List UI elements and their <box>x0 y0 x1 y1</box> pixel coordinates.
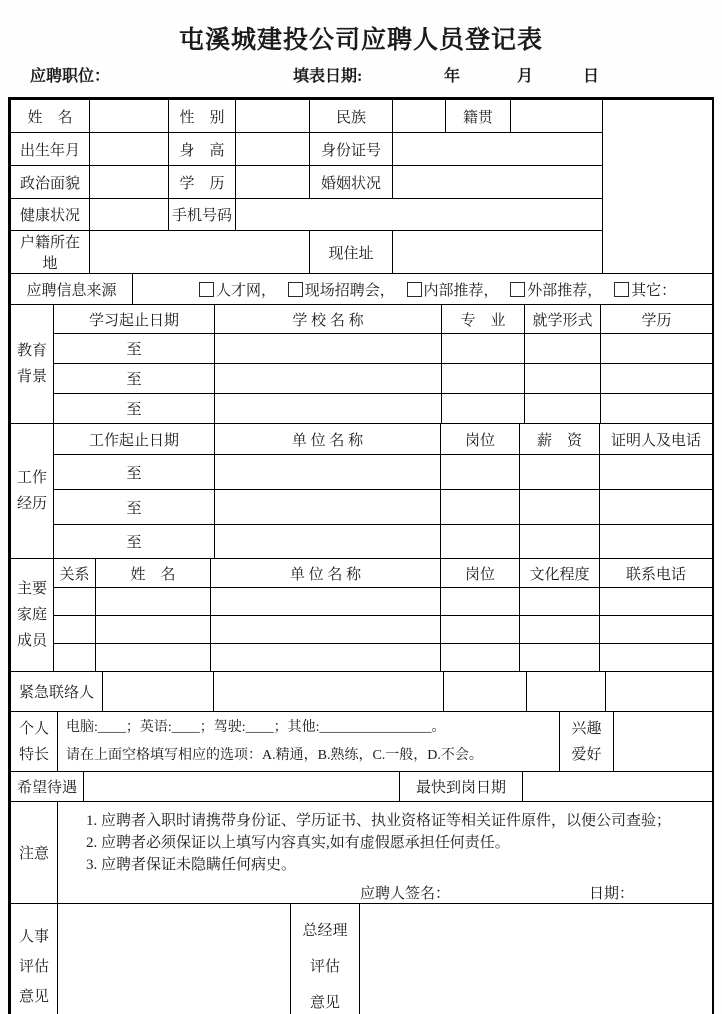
expectation-section <box>10 771 713 802</box>
family-phone-field[interactable] <box>600 644 713 672</box>
family-name-header: 姓 名 <box>96 559 211 588</box>
source-option <box>614 283 676 299</box>
mobile-field[interactable] <box>236 199 603 231</box>
health-field[interactable] <box>90 199 169 231</box>
family-name-field[interactable] <box>96 588 211 616</box>
family-education-field[interactable] <box>520 588 600 616</box>
edu-mode-field[interactable] <box>525 364 601 394</box>
source-option-label: 其它： <box>631 282 677 299</box>
id-number-field[interactable] <box>393 133 603 166</box>
family-post-field[interactable] <box>441 644 520 672</box>
emergency-post-field[interactable] <box>444 672 527 712</box>
signature-row <box>60 882 710 903</box>
source-option-label: 外部推荐， <box>527 282 603 299</box>
work-post-field[interactable] <box>441 490 520 525</box>
family-post-header: 岗位 <box>441 559 520 588</box>
family-education-header: 文化程度 <box>520 559 600 588</box>
hobby-field[interactable] <box>614 712 713 772</box>
gm-evaluation-label: 总经理 评估 意见 <box>291 904 360 1014</box>
edu-degree-header: 学历 <box>601 305 713 334</box>
ethnicity-field[interactable] <box>393 100 446 133</box>
specialty-line-1: 电脑:____；英语:____；驾驶:____；其他:________________。 <box>66 719 446 735</box>
degree-label: 学 历 <box>169 166 236 199</box>
gender-label: 性 别 <box>169 100 236 133</box>
work-company-field[interactable] <box>215 455 441 490</box>
mobile-label: 手机号码 <box>169 199 236 231</box>
checkbox-icon[interactable] <box>510 282 525 297</box>
edu-major-header: 专 业 <box>442 305 525 334</box>
work-salary-header: 薪 资 <box>520 424 600 455</box>
edu-school-field[interactable] <box>215 364 442 394</box>
emergency-section <box>10 671 713 712</box>
work-reference-field[interactable] <box>600 490 713 525</box>
fill-date-label: 填表日期: <box>293 68 363 85</box>
specialty-content-cell[interactable] <box>58 712 560 772</box>
source-option <box>510 283 602 299</box>
edu-dates-header: 学习起止日期 <box>54 305 215 334</box>
native-place-field[interactable] <box>511 100 603 133</box>
education-section-label: 教育 背景 <box>11 305 54 424</box>
source-option-label: 内部推荐， <box>423 282 499 299</box>
household-field[interactable] <box>90 231 310 274</box>
specialty-line-2: 请在上面空格填写相应的选项：A.精通，B.熟练，C.一般，D.不会。 <box>66 747 483 763</box>
photo-cell <box>603 100 713 274</box>
position-label: 应聘职位： <box>30 68 111 85</box>
start-date-field[interactable] <box>523 772 713 802</box>
checkbox-icon[interactable] <box>614 282 629 297</box>
checkbox-icon[interactable] <box>199 282 214 297</box>
notice-section <box>10 801 713 904</box>
expected-salary-label: 希望待遇 <box>11 772 84 802</box>
form-header-row <box>0 63 722 89</box>
edu-dates-field[interactable]: 至 <box>54 394 215 424</box>
work-dates-field[interactable]: 至 <box>54 525 215 559</box>
source-option <box>199 283 276 299</box>
edu-degree-field[interactable] <box>601 394 713 424</box>
family-relation-field[interactable] <box>54 644 96 672</box>
checkbox-icon[interactable] <box>288 282 303 297</box>
family-relation-header: 关系 <box>54 559 96 588</box>
address-field[interactable] <box>393 231 603 274</box>
degree-field[interactable] <box>236 166 310 199</box>
marital-status-label: 婚姻状况 <box>310 166 393 199</box>
source-section <box>10 273 713 305</box>
emergency-contact-label: 紧急联络人 <box>11 672 103 712</box>
household-label: 户籍所在地 <box>11 231 90 274</box>
family-name-field[interactable] <box>96 616 211 644</box>
family-company-field[interactable] <box>211 644 441 672</box>
edu-mode-header: 就学形式 <box>525 305 601 334</box>
family-name-field[interactable] <box>96 644 211 672</box>
notice-content-cell <box>58 802 713 904</box>
source-option <box>407 283 499 299</box>
source-option-label: 人才网， <box>216 282 277 299</box>
work-salary-field[interactable] <box>520 525 600 559</box>
edu-degree-field[interactable] <box>601 364 713 394</box>
gender-field[interactable] <box>236 100 310 133</box>
source-option-label: 现场招聘会， <box>304 282 395 299</box>
notice-line-2: 2. 应聘者必须保证以上填写内容真实,如有虚假愿承担任何责任。 <box>86 835 510 851</box>
signature-date-label: 日期： <box>588 886 634 902</box>
family-education-field[interactable] <box>520 616 600 644</box>
political-status-label: 政治面貌 <box>11 166 90 199</box>
notice-label: 注意 <box>11 802 58 904</box>
emergency-company-field[interactable] <box>214 672 444 712</box>
edu-degree-field[interactable] <box>601 334 713 364</box>
health-label: 健康状况 <box>11 199 90 231</box>
gm-evaluation-field[interactable] <box>360 904 713 1014</box>
edu-dates-field[interactable]: 至 <box>54 364 215 394</box>
work-company-field[interactable] <box>215 490 441 525</box>
year-label: 年 <box>444 68 461 85</box>
native-place-label: 籍贯 <box>446 100 511 133</box>
id-number-label: 身份证号 <box>310 133 393 166</box>
personal-info-section <box>10 99 713 274</box>
work-reference-header: 证明人及电话 <box>600 424 713 455</box>
family-post-field[interactable] <box>441 588 520 616</box>
edu-major-field[interactable] <box>442 394 525 424</box>
ethnicity-label: 民族 <box>310 100 393 133</box>
work-reference-field[interactable] <box>600 525 713 559</box>
family-post-field[interactable] <box>441 616 520 644</box>
edu-major-field[interactable] <box>442 364 525 394</box>
birth-label: 出生年月 <box>11 133 90 166</box>
emergency-education-field[interactable] <box>527 672 606 712</box>
checkbox-icon[interactable] <box>407 282 422 297</box>
work-dates-field[interactable]: 至 <box>54 455 215 490</box>
emergency-name-field[interactable] <box>103 672 214 712</box>
source-option <box>288 283 395 299</box>
hr-evaluation-label: 人事 评估 意见 <box>11 904 58 1014</box>
edu-school-field[interactable] <box>215 334 442 364</box>
day-label: 日 <box>583 68 600 85</box>
work-company-header: 单 位 名 称 <box>215 424 441 455</box>
work-company-field[interactable] <box>215 525 441 559</box>
source-label: 应聘信息来源 <box>11 274 133 305</box>
name-label: 姓 名 <box>11 100 90 133</box>
height-field[interactable] <box>236 133 310 166</box>
family-phone-field[interactable] <box>600 616 713 644</box>
emergency-phone-field[interactable] <box>606 672 713 712</box>
edu-school-field[interactable] <box>215 394 442 424</box>
work-dates-field[interactable]: 至 <box>54 490 215 525</box>
month-label: 月 <box>517 68 534 85</box>
work-section <box>10 423 713 559</box>
work-reference-field[interactable] <box>600 455 713 490</box>
political-status-field[interactable] <box>90 166 169 199</box>
work-post-header: 岗位 <box>441 424 520 455</box>
family-section <box>10 558 713 672</box>
work-post-field[interactable] <box>441 455 520 490</box>
family-section-label: 主要 家庭 成员 <box>11 559 54 672</box>
family-company-field[interactable] <box>211 588 441 616</box>
form-table <box>8 97 714 1014</box>
birth-field[interactable] <box>90 133 169 166</box>
address-label: 现住址 <box>310 231 393 274</box>
work-salary-field[interactable] <box>520 455 600 490</box>
expected-salary-field[interactable] <box>84 772 400 802</box>
hr-evaluation-field[interactable] <box>58 904 291 1014</box>
family-company-header: 单 位 名 称 <box>211 559 441 588</box>
source-options-cell <box>133 274 713 305</box>
edu-dates-field[interactable]: 至 <box>54 334 215 364</box>
work-salary-field[interactable] <box>520 490 600 525</box>
family-phone-header: 联系电话 <box>600 559 713 588</box>
name-field[interactable] <box>90 100 169 133</box>
height-label: 身 高 <box>169 133 236 166</box>
family-relation-field[interactable] <box>54 588 96 616</box>
notice-line-1: 1. 应聘者入职时请携带身份证、学历证书、执业资格证等相关证件原件，以便公司查验； <box>86 813 672 829</box>
marital-status-field[interactable] <box>393 166 603 199</box>
specialty-section-label: 个人 特长 <box>11 712 58 772</box>
family-education-field[interactable] <box>520 644 600 672</box>
family-company-field[interactable] <box>211 616 441 644</box>
specialty-section <box>10 711 713 772</box>
work-dates-header: 工作起止日期 <box>54 424 215 455</box>
hobby-label: 兴趣 爱好 <box>560 712 614 772</box>
work-section-label: 工作 经历 <box>11 424 54 559</box>
evaluation-section <box>10 903 713 1014</box>
edu-major-field[interactable] <box>442 334 525 364</box>
form-title: 屯溪城建投公司应聘人员登记表 <box>178 26 543 54</box>
notice-line-3: 3. 应聘者保证未隐瞒任何病史。 <box>86 857 297 873</box>
family-phone-field[interactable] <box>600 588 713 616</box>
edu-mode-field[interactable] <box>525 394 601 424</box>
family-relation-field[interactable] <box>54 616 96 644</box>
edu-mode-field[interactable] <box>525 334 601 364</box>
education-section <box>10 304 713 424</box>
start-date-label: 最快到岗日期 <box>400 772 523 802</box>
edu-school-header: 学 校 名 称 <box>215 305 442 334</box>
applicant-signature-label: 应聘人签名： <box>360 886 451 902</box>
work-post-field[interactable] <box>441 525 520 559</box>
